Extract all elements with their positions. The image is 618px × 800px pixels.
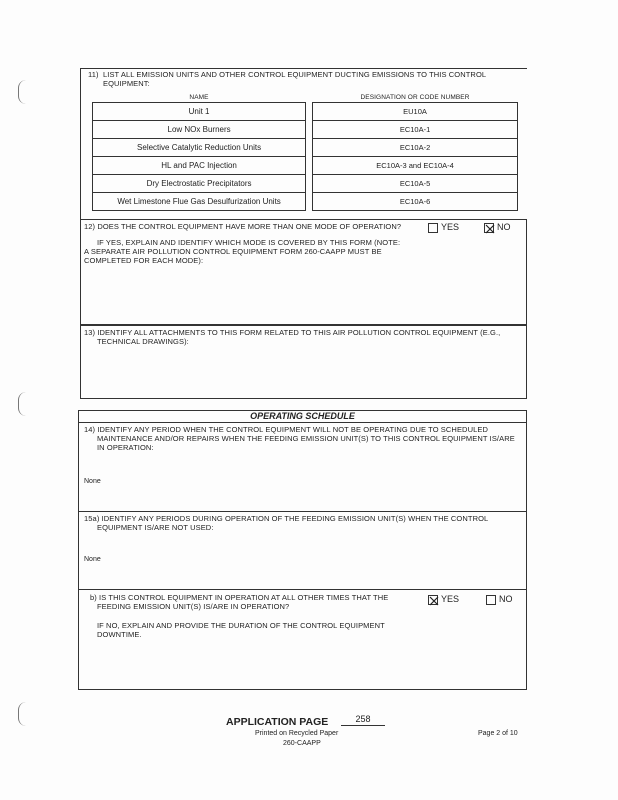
q11-question-line2: EQUIPMENT: <box>103 79 150 88</box>
q15b-sub-line1: IF NO, EXPLAIN AND PROVIDE THE DURATION OF THE CONTROL EQUIPMENT <box>97 621 385 630</box>
unit-code-cell[interactable]: EC10A-2 <box>313 139 518 157</box>
q12-yes-label: YES <box>441 222 460 232</box>
q13-question-line2: TECHNICAL DRAWINGS): <box>97 337 189 346</box>
margin-mark <box>18 702 29 726</box>
unit-code-cell[interactable]: EC10A-6 <box>313 193 518 211</box>
operating-schedule-heading: OPERATING SCHEDULE <box>250 411 355 421</box>
unit-name-cell[interactable]: Selective Catalytic Reduction Units <box>93 139 306 157</box>
q13-question-line1: 13) IDENTIFY ALL ATTACHMENTS TO THIS FORM RELATED TO THIS AIR POLLUTION CONTROL EQUIPMENT (E.G., <box>84 328 501 337</box>
unit-name-cell[interactable]: HL and PAC Injection <box>93 157 306 175</box>
q12-sub-line1: IF YES, EXPLAIN AND IDENTIFY WHICH MODE IS COVERED BY THIS FORM (NOTE: <box>97 238 401 247</box>
check-x-icon <box>429 596 439 606</box>
q15b-line2: FEEDING EMISSION UNIT(S) IS/ARE IN OPERATION? <box>97 602 290 611</box>
q15b-yes-checkbox[interactable] <box>428 595 438 605</box>
q15a-line2: EQUIPMENT IS/ARE NOT USED: <box>97 523 214 532</box>
q12-yes-checkbox[interactable] <box>428 223 438 233</box>
table-row <box>93 175 518 193</box>
q14-line3: IN OPERATION: <box>97 443 154 452</box>
table-row <box>93 121 518 139</box>
q11-top-border <box>80 68 527 69</box>
q14-answer[interactable]: None <box>84 478 101 485</box>
q15b-line1: b) IS THIS CONTROL EQUIPMENT IN OPERATION AT ALL OTHER TIMES THAT THE <box>90 593 389 602</box>
q11-left-border <box>80 68 81 219</box>
q15b-answer-area[interactable] <box>84 642 520 684</box>
q15b-sub-line2: DOWNTIME. <box>97 630 142 639</box>
unit-name-cell[interactable]: Dry Electrostatic Precipitators <box>93 175 306 193</box>
q15b-yes-option[interactable] <box>428 594 459 605</box>
q14-line1: 14) IDENTIFY ANY PERIOD WHEN THE CONTROL EQUIPMENT WILL NOT BE OPERATING DUE TO SCHEDULED <box>84 425 488 434</box>
emission-units-table <box>92 102 518 211</box>
q15a-line1: 15a) IDENTIFY ANY PERIODS DURING OPERATION OF THE FEEDING EMISSION UNIT(S) WHEN THE CONTROL <box>84 514 489 523</box>
heading-divider <box>78 422 527 423</box>
q12-yes-option[interactable] <box>428 222 459 233</box>
table-row <box>93 157 518 175</box>
q14-line2: MAINTENANCE AND/OR REPAIRS WHEN THE FEEDING EMISSION UNIT(S) TO THIS CONTROL EQUIPMENT IS/ARE <box>97 434 515 443</box>
unit-name-cell[interactable]: Wet Limestone Flue Gas Desulfurization Units <box>93 193 306 211</box>
q11-question-line1: LIST ALL EMISSION UNITS AND OTHER CONTROL EQUIPMENT DUCTING EMISSIONS TO THIS CONTROL <box>103 70 487 79</box>
q12-no-label: NO <box>497 222 511 232</box>
unit-name-cell[interactable]: Unit 1 <box>93 103 306 121</box>
unit-code-cell[interactable]: EC10A-1 <box>313 121 518 139</box>
table-row <box>93 193 518 211</box>
unit-name-cell[interactable]: Low NOx Burners <box>93 121 306 139</box>
q12-no-option[interactable] <box>484 222 511 233</box>
q12-question: 12) DOES THE CONTROL EQUIPMENT HAVE MORE THAN ONE MODE OF OPERATION? <box>84 222 402 231</box>
recycled-paper-note: Printed on Recycled Paper <box>255 730 339 737</box>
q15b-no-option[interactable] <box>486 594 513 605</box>
q15b-yes-label: YES <box>441 594 460 604</box>
q12-no-checkbox[interactable] <box>484 223 494 233</box>
application-page-label: APPLICATION PAGE <box>226 716 329 728</box>
application-page-number: 258 <box>341 714 385 726</box>
check-x-icon <box>485 224 495 234</box>
q15a-divider <box>78 589 527 590</box>
table-row <box>93 103 518 121</box>
q15a-answer[interactable]: None <box>84 556 101 563</box>
q12-answer-area[interactable] <box>84 268 520 320</box>
q11-number: 11) <box>88 70 99 79</box>
q12-sub-line2: A SEPARATE AIR POLLUTION CONTROL EQUIPMENT FORM 260-CAAPP MUST BE <box>84 247 382 256</box>
q15b-no-label: NO <box>499 594 513 604</box>
unit-code-cell[interactable]: EC10A-3 and EC10A-4 <box>313 157 518 175</box>
form-code: 260-CAAPP <box>283 740 321 747</box>
col-header-code: DESIGNATION OR CODE NUMBER <box>360 94 470 101</box>
unit-code-cell[interactable]: EU10A <box>313 103 518 121</box>
page-number: Page 2 of 10 <box>478 730 518 737</box>
margin-mark <box>18 392 29 416</box>
margin-mark <box>18 80 29 104</box>
q12-sub-line3: COMPLETED FOR EACH MODE): <box>84 256 204 265</box>
q15b-no-checkbox[interactable] <box>486 595 496 605</box>
table-row <box>93 139 518 157</box>
unit-code-cell[interactable]: EC10A-5 <box>313 175 518 193</box>
q14-divider <box>78 511 527 512</box>
col-header-name: NAME <box>189 94 209 101</box>
q13-answer-area[interactable] <box>84 348 520 394</box>
